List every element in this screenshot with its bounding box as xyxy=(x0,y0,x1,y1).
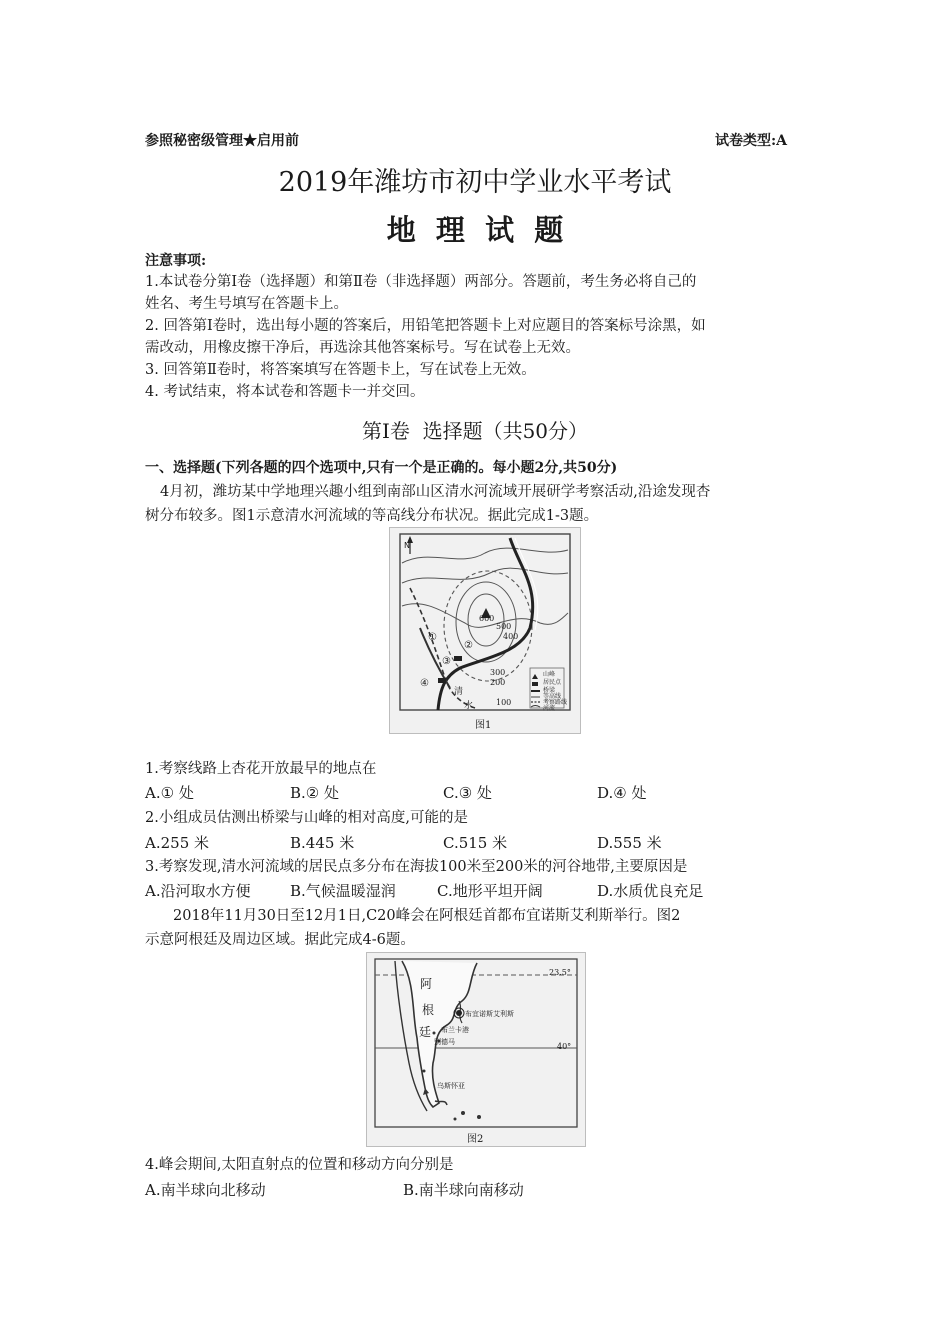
intro-text: 示意阿根廷及周边区域。据此完成4-6题。 xyxy=(145,932,415,948)
legend-label: 考察路线 xyxy=(543,699,568,706)
notes-line: 1.本试卷分第Ⅰ卷（选择题）和第Ⅱ卷（非选择题）两部分。答题前，考生务必将自己的 xyxy=(145,274,697,290)
latitude-label: 23.5° xyxy=(549,968,571,977)
legend-label: 河流 xyxy=(543,705,556,712)
intro-text: 4月初，潍坊某中学地理兴趣小组到南部山区清水河流域开展研学考察活动,沿途发现杏 xyxy=(160,484,711,500)
city-label: 布兰卡港 xyxy=(441,1026,469,1034)
answer-option: B.气候温暖湿润 xyxy=(290,882,396,900)
answer-option: C.515 米 xyxy=(443,834,508,852)
figure-caption: 图1 xyxy=(475,720,492,731)
contour-label: 300 xyxy=(490,668,506,677)
question-stem: 4.峰会期间,太阳直射点的位置和移动方向分别是 xyxy=(145,1157,454,1173)
site-label: ① xyxy=(428,632,437,643)
legend-label: 居民点 xyxy=(543,679,562,686)
figure-2-argentina-map xyxy=(366,952,586,1147)
city-label: 别德马 xyxy=(434,1038,455,1046)
contour-label: 400 xyxy=(503,632,519,641)
answer-option: A.255 米 xyxy=(145,834,209,852)
contour-label: 100 xyxy=(496,698,512,707)
notes-line: 姓名、考生号填写在答题卡上。 xyxy=(145,296,348,312)
latitude-label: 40° xyxy=(557,1042,572,1051)
figure-caption: 图2 xyxy=(467,1134,484,1145)
answer-option: A.南半球向北移动 xyxy=(145,1181,266,1199)
country-label: 廷 xyxy=(419,1025,432,1039)
question-stem: 3.考察发现,清水河流域的居民点多分布在海拔100米至200米的河谷地带,主要原因是 xyxy=(145,859,688,875)
site-label: ③ xyxy=(442,656,451,667)
question-stem: 2.小组成员估测出桥梁与山峰的相对高度,可能的是 xyxy=(145,810,468,826)
answer-option: C.③ 处 xyxy=(443,784,492,802)
contour-label: 600 xyxy=(479,614,495,623)
legend-label: 桥梁 xyxy=(543,687,556,694)
answer-option: B.南半球向南移动 xyxy=(403,1181,524,1199)
site-label: ④ xyxy=(420,678,429,689)
exam-subtitle: 地 理 试 题 xyxy=(386,213,564,247)
notes-line: 3. 回答第Ⅱ卷时，将答案填写在答题卡上，写在试卷上无效。 xyxy=(145,362,536,378)
notes-line: 4. 考试结束，将本试卷和答题卡一并交回。 xyxy=(145,384,425,400)
north-arrow-label: N xyxy=(404,541,410,550)
contour-label: 500 xyxy=(496,622,512,631)
answer-option: A.沿河取水方便 xyxy=(145,882,251,900)
country-label: 根 xyxy=(422,1003,435,1017)
river-name-label: 清 xyxy=(454,687,464,697)
answer-option: C.地形平坦开阔 xyxy=(437,882,543,900)
answer-option: D.④ 处 xyxy=(597,784,647,802)
paper-type-label: 试卷类型:A xyxy=(715,133,788,149)
question-stem: 1.考察线路上杏花开放最早的地点在 xyxy=(145,761,377,777)
legend-label: 等高线 xyxy=(543,693,562,700)
answer-option: B.445 米 xyxy=(290,834,355,852)
answer-option: D.水质优良充足 xyxy=(597,882,704,900)
contour-label: 200 xyxy=(490,678,506,687)
city-label: 布宜诺斯艾利斯 xyxy=(465,1010,514,1018)
city-label: 乌斯怀亚 xyxy=(437,1082,465,1090)
legend-label: 山峰 xyxy=(543,671,556,678)
exam-title: 2019年潍坊市初中学业水平考试 xyxy=(278,167,672,198)
intro-text: 树分布较多。图1示意清水河流域的等高线分布状况。据此完成1-3题。 xyxy=(145,508,599,524)
river-name-label: 水 xyxy=(464,701,474,711)
notes-line: 2. 回答第Ⅰ卷时，选出每小题的答案后，用铅笔把答题卡上对应题目的答案标号涂黑，如 xyxy=(145,318,706,334)
site-label: ② xyxy=(464,640,473,651)
part-heading: 一、选择题(下列各题的四个选项中,只有一个是正确的。每小题2分,共50分) xyxy=(145,460,618,476)
section-title: 第Ⅰ卷 选择题（共50分） xyxy=(361,419,589,443)
answer-option: D.555 米 xyxy=(597,834,662,852)
notes-heading: 注意事项: xyxy=(145,253,207,269)
notes-line: 需改动，用橡皮擦干净后，再选涂其他答案标号。写在试卷上无效。 xyxy=(145,340,580,356)
figure-1-contour-map xyxy=(389,527,581,734)
country-label: 阿 xyxy=(420,977,433,991)
answer-option: B.② 处 xyxy=(290,784,340,802)
intro-text: 2018年11月30日至12月1日,C20峰会在阿根廷首都布宜诺斯艾利斯举行。图2 xyxy=(173,908,681,924)
answer-option: A.① 处 xyxy=(145,784,194,802)
confidential-label: 参照秘密级管理★启用前 xyxy=(145,133,299,149)
